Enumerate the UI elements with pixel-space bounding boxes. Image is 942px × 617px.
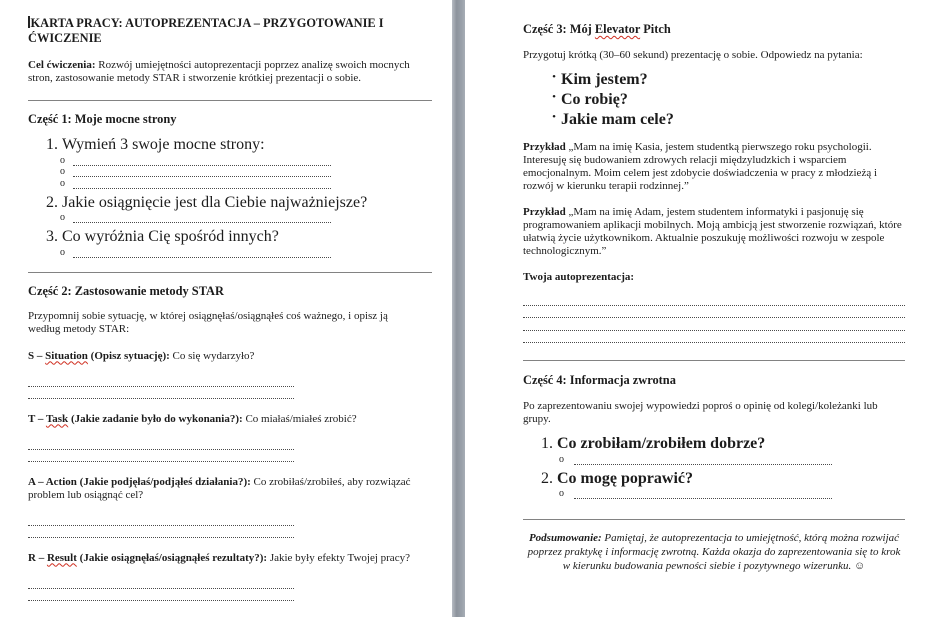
- section-heading-4: Część 4: Informacja zwrotna: [523, 373, 676, 387]
- example-paragraph: Przykład „Mam na imię Kasia, jestem studentką pierwszego roku psychologii. Interesuję się budowaniem zdrowych relacji międzyludzkich i wsparciem emocjonalnym. Moim celem jest zdobycie doświadczenia w pracy z młodzieżą i rozwój w kierunku terapii rodzinnej.”: [523, 141, 878, 192]
- list-item: 1. Co zrobiłam/zrobiłem dobrze?: [541, 435, 766, 452]
- list-item: • Jakie mam cele?: [547, 111, 905, 129]
- section-heading-2: Część 2: Zastosowanie metody STAR: [28, 283, 224, 298]
- answer-line[interactable]: [28, 526, 432, 538]
- section-heading-3: Część 3: Mój Elevator Pitch: [523, 22, 671, 36]
- part3-bullets: [547, 71, 905, 129]
- bullet-dot-icon: •: [552, 91, 556, 103]
- dotted-blank[interactable]: [73, 247, 331, 258]
- part3-intro: Przygotuj krótką (30–60 sekund) prezentację o sobie. Odpowiedz na pytania:: [523, 49, 863, 61]
- example-paragraph: Przykład „Mam na imię Adam, jestem studentem informatyki i pasjonuję się programowaniem aplikacji mobilnych. Moją ambicją jest stworzenie rozwiązań, które ułatwią życie użytkownikom. Aktualnie poszukuję możliwości rozwoju w zespole technologicznym.”: [523, 206, 902, 257]
- list-item: • Co robię?: [547, 91, 905, 109]
- answer-line[interactable]: [28, 376, 432, 388]
- list-item: • Kim jestem?: [547, 71, 905, 89]
- separator-rule: [523, 360, 905, 361]
- dotted-blank[interactable]: [28, 590, 294, 601]
- answer-line[interactable]: [523, 318, 905, 331]
- bullet-marker: o: [60, 154, 65, 166]
- dotted-blank[interactable]: [28, 376, 294, 387]
- answer-line[interactable]: [523, 293, 905, 306]
- dotted-blank[interactable]: [73, 178, 331, 189]
- page-gap-divider: [452, 0, 465, 617]
- separator-rule: [523, 519, 905, 520]
- dotted-blank[interactable]: [523, 307, 905, 318]
- answer-line[interactable]: [60, 212, 432, 224]
- list-item: 3. Co wyróżnia Cię spośród innych?: [46, 228, 279, 245]
- answer-line[interactable]: [60, 177, 432, 189]
- bullet-marker: o: [559, 488, 564, 499]
- goal-paragraph: Cel ćwiczenia: Rozwój umiejętności autoprezentacji poprzez analizę swoich mocnych stron, zastosowanie metody STAR i stworzenie krótkiej prezentacji o sobie.: [28, 59, 410, 84]
- dotted-blank[interactable]: [523, 295, 905, 306]
- dotted-blank[interactable]: [73, 212, 331, 223]
- dotted-blank[interactable]: [73, 155, 331, 166]
- section-heading-1: Część 1: Moje mocne strony: [28, 112, 177, 126]
- worksheet-title: KARTA PRACY: AUTOPREZENTACJA – PRZYGOTOWANIE I ĆWICZENIE: [28, 16, 384, 45]
- answer-line[interactable]: [523, 306, 905, 319]
- bullet-marker: o: [60, 212, 65, 223]
- dotted-blank[interactable]: [574, 454, 832, 465]
- star-a-label: A – Action (Jakie podjęłaś/podjąłeś działania?): Co zrobiłaś/zrobiłeś, aby rozwiązać problem lub osiągnąć cel?: [28, 475, 411, 501]
- dotted-blank[interactable]: [28, 439, 294, 450]
- separator-rule: [28, 100, 432, 101]
- dotted-blank[interactable]: [73, 166, 331, 177]
- star-t-label: T – Task (Jakie zadanie było do wykonania?): Co miałaś/miałeś zrobić?: [28, 412, 357, 425]
- separator-rule: [28, 272, 432, 273]
- text-cursor-icon: [28, 16, 30, 28]
- dotted-blank[interactable]: [28, 527, 294, 538]
- part1-list: [28, 136, 432, 258]
- dotted-blank[interactable]: [574, 488, 832, 499]
- answer-line[interactable]: [28, 515, 432, 527]
- list-item: 2. Co mogę poprawić?: [541, 469, 693, 487]
- dotted-blank[interactable]: [28, 451, 294, 462]
- bullet-marker: o: [60, 177, 65, 189]
- answer-line[interactable]: [559, 488, 905, 500]
- dotted-blank[interactable]: [28, 515, 294, 526]
- page-1: [0, 0, 452, 617]
- bullet-dot-icon: •: [552, 111, 556, 123]
- part4-list: [523, 435, 905, 499]
- list-item: 2. Jakie osiągnięcie jest dla Ciebie najważniejsze?: [46, 193, 368, 211]
- dotted-blank[interactable]: [28, 388, 294, 399]
- summary-paragraph: Podsumowanie: Pamiętaj, że autoprezentacja to umiejętność, którą można rozwijać poprzez praktykę i informację zwrotną. Każda okazja do zaprezentowania się to krok w kierunku budowania pewności siebie i pozytywnego wizerunku. ☺: [527, 532, 901, 572]
- bullet-marker: o: [60, 246, 65, 258]
- star-r-label: R – Result (Jakie osiągnęłaś/osiągnąłeś rezultaty?): Jakie były efekty Twojej pracy?: [28, 551, 410, 564]
- bullet-dot-icon: •: [552, 71, 556, 83]
- answer-line[interactable]: [28, 589, 432, 601]
- answer-line[interactable]: [28, 387, 432, 399]
- part2-intro: Przypomnij sobie sytuację, w której osiągnęłaś/osiągnąłeś coś ważnego, i opisz ją według metody STAR:: [28, 309, 388, 335]
- page-2: [465, 0, 942, 617]
- answer-line[interactable]: [60, 154, 432, 166]
- dotted-blank[interactable]: [28, 578, 294, 589]
- star-s-label: S – Situation (Opisz sytuację): Co się wydarzyło?: [28, 349, 255, 362]
- bullet-marker: o: [559, 453, 564, 465]
- answer-line[interactable]: [28, 439, 432, 451]
- list-item: 1. Wymień 3 swoje mocne strony:: [46, 136, 265, 153]
- answer-line[interactable]: [28, 578, 432, 590]
- dotted-blank[interactable]: [523, 332, 905, 343]
- answer-line[interactable]: [60, 246, 432, 258]
- dotted-blank[interactable]: [523, 320, 905, 331]
- part4-intro: Po zaprezentowaniu swojej wypowiedzi poproś o opinię od kolegi/koleżanki lub grupy.: [523, 400, 878, 425]
- answer-line[interactable]: [28, 450, 432, 462]
- answer-line[interactable]: [60, 166, 432, 178]
- bullet-marker: o: [60, 166, 65, 177]
- answer-line[interactable]: [523, 331, 905, 344]
- answer-line[interactable]: [559, 453, 905, 465]
- your-pitch-label: Twoja autoprezentacja:: [523, 271, 635, 283]
